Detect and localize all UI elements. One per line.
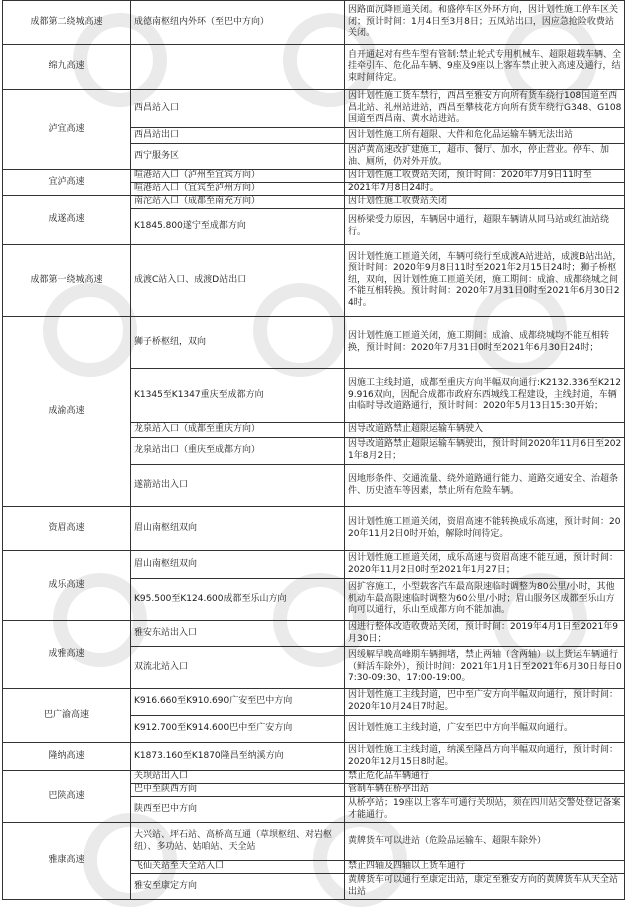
note-cell: 因缓解早晚高峰期车辆拥堵，禁止两轴（含两轴）以上货运车辆通行（鲜活车除外），预计时间：2021年1月1日至2021年6月30日每日07:30-09:30、17:00-19:00。 xyxy=(345,647,625,689)
table-row xyxy=(3,1,625,45)
location-cell: 眉山南枢纽双向 xyxy=(131,551,345,579)
table-row xyxy=(3,551,625,579)
location-cell: 眉山南枢纽双向 xyxy=(131,507,345,551)
location-cell: 龙泉站出口（重庆至成都方向） xyxy=(131,438,345,465)
road-name-cell: 绵九高速 xyxy=(3,45,131,90)
location-cell: 西宁服务区 xyxy=(131,144,345,170)
note-cell: 因计划性施工匝道关闭，施工期间：成渝、成都绕城均不能互相转换，预计时间：2020年7月31日0时至2021年6月30日24时； xyxy=(345,317,625,369)
table-row xyxy=(3,45,625,90)
note-cell: 禁止危化品车辆通行 xyxy=(345,771,625,784)
note-cell: 因扩容施工，小型载客汽车最高限速临时调整为80公里/小时，其他机动车最高限速临时调整为60公里/小时；眉山服务区成都至乐山方向可以通行，乐山至成都方向不能加油。 xyxy=(345,579,625,621)
location-cell: 双流北站入口 xyxy=(131,647,345,689)
note-cell: 因计划性施工收费站关闭 xyxy=(345,196,625,209)
road-name-cell: 宜泸高速 xyxy=(3,170,131,196)
road-name-cell: 成乐高速 xyxy=(3,551,131,621)
note-cell: 因计划性施工货车禁行，西昌至雅安方向所有货车绕行108国道至西昌北站、礼州站进站，西昌至攀枝花方向所有货车绕行G348、G108国道至西昌南、黄水站进站。 xyxy=(345,90,625,128)
location-cell: 雅安东站出入口 xyxy=(131,621,345,647)
table-row xyxy=(3,823,625,861)
road-name-cell: 巴陕高速 xyxy=(3,771,131,823)
note-cell: 2021年7月8日24时。 xyxy=(345,183,625,196)
location-cell: 西昌站出口 xyxy=(131,128,345,144)
location-cell: 遂箭站出入口 xyxy=(131,465,345,507)
table-row xyxy=(3,90,625,128)
road-name-cell: 泸宜高速 xyxy=(3,90,131,170)
location-cell: 成渡C站入口、成渡D站出口 xyxy=(131,245,345,317)
note-cell: 自开通起对有些车型有管制:禁止轮式专用机械车、超限超载车辆、全挂牵引车、危化品车辆、9座及9座以上客车禁止驶入高速及通行，结束时间待定。 xyxy=(345,45,625,90)
location-cell: 雅安至康定方向 xyxy=(131,874,345,900)
location-cell xyxy=(131,45,345,90)
location-cell: 狮子桥枢纽，双向 xyxy=(131,317,345,369)
note-cell: 从桥亭站；19座以上客车可通行关坝站，须在四川站交警处登记备案才能通行。 xyxy=(345,797,625,823)
location-cell: 西昌站入口 xyxy=(131,90,345,128)
location-cell: 喧港站入口（泸州至宜宾方向） xyxy=(131,170,345,183)
location-cell: 成德南枢纽内外环（至巴中方向） xyxy=(131,1,345,45)
note-cell: 因施工主线封道，成都至重庆方向半幅双向通行:K2132.336至K2129.916双向，因配合成都市政府东西城线工程建设，主线封道，车辆由临时导改道路通行，预计时间：2020年5月13日15:30开始； xyxy=(345,369,625,423)
note-cell: 因计划性施工匝道关闭，成乐高速与资眉高速不能互通，预计时间：2020年11月2日0时至2021年1月27日； xyxy=(345,551,625,579)
location-cell: K95.500至K124.600成都至乐山方向 xyxy=(131,579,345,621)
note-cell: 因计划性施工主线封道，广安至巴中方向半幅双向通行。 xyxy=(345,716,625,743)
location-cell: 大兴站、坪石站、高桥高互通（草坝枢纽、对岩枢纽）、多功站、姑咱站、天全站 xyxy=(131,823,345,861)
location-cell: K1845.800遂宁至成都方向 xyxy=(131,209,345,245)
note-cell: 因导改道路禁止超限运输车辆驶出，预计时间2020年11月6日至2021年8月2日； xyxy=(345,438,625,465)
note-cell: 禁止四轴及四轴以上货车通行 xyxy=(345,861,625,874)
note-cell: 因导改道路禁止超限运输车辆驶入 xyxy=(345,423,625,438)
location-cell: K916.660至K910.690广安至巴中方向 xyxy=(131,689,345,716)
note-cell: 因计划性施工匝道关闭，车辆可绕行至成渡A站进站，成渡B站出站，预计时间：2020年9月8日11时至2021年2月15日24时；狮子桥枢纽，双向，因计划性施工匝道关闭，施工期间：成渝、成都绕城之间不能互相转换。预计时间：2020年7月31日0时至2021年6月30日24时。 xyxy=(345,245,625,317)
location-cell: 陕西至巴中方向 xyxy=(131,797,345,823)
road-name-cell: 成渝高速 xyxy=(3,317,131,507)
road-name-cell: 雅康高速 xyxy=(3,823,131,900)
note-cell: 因计划性施工匝道关闭，资眉高速不能转换成乐高速，预计时间：2020年11月2日0时开始，解除时间待定。 xyxy=(345,507,625,551)
table-row xyxy=(3,507,625,551)
location-cell: K1345至K1347重庆至成都方向 xyxy=(131,369,345,423)
location-cell: 龙泉站入口（成都至重庆方向） xyxy=(131,423,345,438)
road-control-table xyxy=(2,0,625,900)
table-row xyxy=(3,317,625,369)
location-cell: 关坝站出入口 xyxy=(131,771,345,784)
table-row xyxy=(3,621,625,647)
road-name-cell: 成都第二绕城高速 xyxy=(3,1,131,45)
table-row xyxy=(3,743,625,771)
table-row xyxy=(3,771,625,784)
road-name-cell: 成雅高速 xyxy=(3,621,131,689)
note-cell: 因计划性施工主线封道，纳溪至隆昌方向半幅双向通行，预计时间：2020年12月15日8时起。 xyxy=(345,743,625,771)
location-cell: K1873.160至K1870隆昌至纳溪方向 xyxy=(131,743,345,771)
table-row xyxy=(3,196,625,209)
road-name-cell: 隆纳高速 xyxy=(3,743,131,771)
note-cell: 因泸黄高速改扩建施工，超市、餐厅、加水，停止营业。停车、加油、厕所，仍对外开放。 xyxy=(345,144,625,170)
road-name-cell: 成都第一绕城高速 xyxy=(3,245,131,317)
table-row xyxy=(3,689,625,716)
note-cell: 黄牌货车可以进站（危险品运输车、超限车除外） xyxy=(345,823,625,861)
location-cell: 飞仙关站至天全站入口 xyxy=(131,861,345,874)
location-cell: K912.700至K914.600巴中至广安方向 xyxy=(131,716,345,743)
table-row xyxy=(3,245,625,317)
road-name-cell: 巴广渝高速 xyxy=(3,689,131,743)
note-cell: 因进行整体改造收费站关闭，预计时间：2019年4月1日至2021年9月30日； xyxy=(345,621,625,647)
note-cell: 黄牌货车可以通行至康定出站，康定至雅安方向的黄牌货车从天全站出站 xyxy=(345,874,625,900)
note-cell: 因桥梁受力原因，车辆居中通行，超限车辆请从同马站或红油站绕行。 xyxy=(345,209,625,245)
location-cell: 喧港站入口（宜宾至泸州方向） xyxy=(131,183,345,196)
location-cell: 南沱站入口（成都至南充方向） xyxy=(131,196,345,209)
note-cell: 因计划性施工所有超限、大件和危化品运输车辆无法出站 xyxy=(345,128,625,144)
note-cell: 因计划性施工主线封道，巴中至广安方向半幅双向通行，预计时间：2020年10月24日7时起。 xyxy=(345,689,625,716)
table-row xyxy=(3,170,625,183)
road-name-cell: 资眉高速 xyxy=(3,507,131,551)
road-name-cell: 成遂高速 xyxy=(3,196,131,245)
note-cell: 管制车辆在桥亭出站 xyxy=(345,784,625,797)
note-cell: 因计划性施工收费站关闭，预计时间：2020年7月9日11时至 xyxy=(345,170,625,183)
note-cell: 因地形条件、交通流量、绕外道路通行能力、道路交通安全、治超条件、历史渣车等因素，禁止所有危险车辆。 xyxy=(345,465,625,507)
location-cell: 巴中至陕西方向 xyxy=(131,784,345,797)
note-cell: 因路面沉降匝道关闭。和盛停车区外环方向，因计划性施工停车区关闭；预计时间：1月4日至3月8日；五凤站出口，因应急抢险收费站关闭。 xyxy=(345,1,625,45)
